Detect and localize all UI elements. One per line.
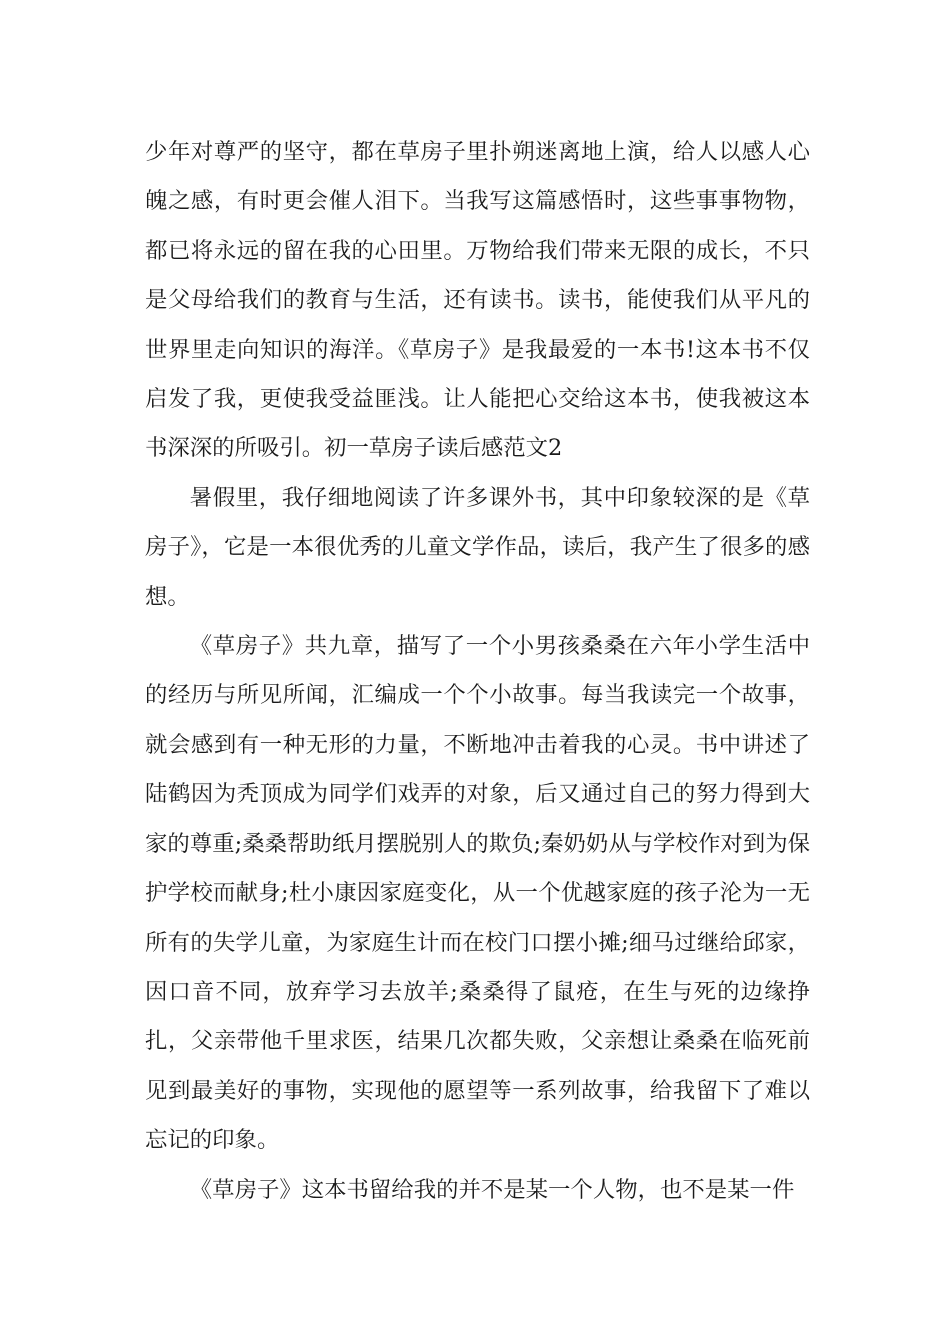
paragraph-book-impression: 《草房子》这本书留给我的并不是某一个人物，也不是某一件 <box>189 1176 795 1203</box>
body-text <box>145 128 810 1215</box>
paragraph-book-summary: 《草房子》共九章，描写了一个小男孩桑桑在六年小学生活中的经历与所见所闻，汇编成一个个小故事。每当我读完一个故事，就会感到有一种无形的力量，不断地冲击着我的心灵。书中讲述了陆鹤因为秃顶成为同学们戏弄的对象，后又通过自己的努力得到大家的尊重;桑桑帮助纸月摆脱别人的欺负;秦奶奶从与学校作对到为保护学校而献身;杜小康因家庭变化，从一个优越家庭的孩子沦为一无所有的失学儿童，为家庭生计而在校门口摆小摊;细马过继给邱家，因口音不同，放弃学习去放羊;桑桑得了鼠疮，在生与死的边缘挣扎，父亲带他千里求医，结果几次都失败，父亲想让桑桑在临死前见到最美好的事物，实现他的愿望等一系列故事，给我留下了难以忘记的印象。 <box>145 633 810 1154</box>
paragraph-summer-reading: 暑假里，我仔细地阅读了许多课外书，其中印象较深的是《草房子》，它是一本很优秀的儿童文学作品，读后，我产生了很多的感想。 <box>145 484 810 610</box>
paragraph-continuation: 少年对尊严的坚守，都在草房子里扑朔迷离地上演，给人以感人心魄之感，有时更会催人泪下。当我写这篇感悟时，这些事事物物，都已将永远的留在我的心田里。万物给我们带来无限的成长，不只是父母给我们的教育与生活，还有读书。读书，能使我们从平凡的世界里走向知识的海洋。《草房子》是我最爱的一本书!这本书不仅启发了我，更使我受益匪浅。让人能把心交给这本书，使我被这本书深深的所吸引。初一草房子读后感范文2 <box>145 139 810 462</box>
